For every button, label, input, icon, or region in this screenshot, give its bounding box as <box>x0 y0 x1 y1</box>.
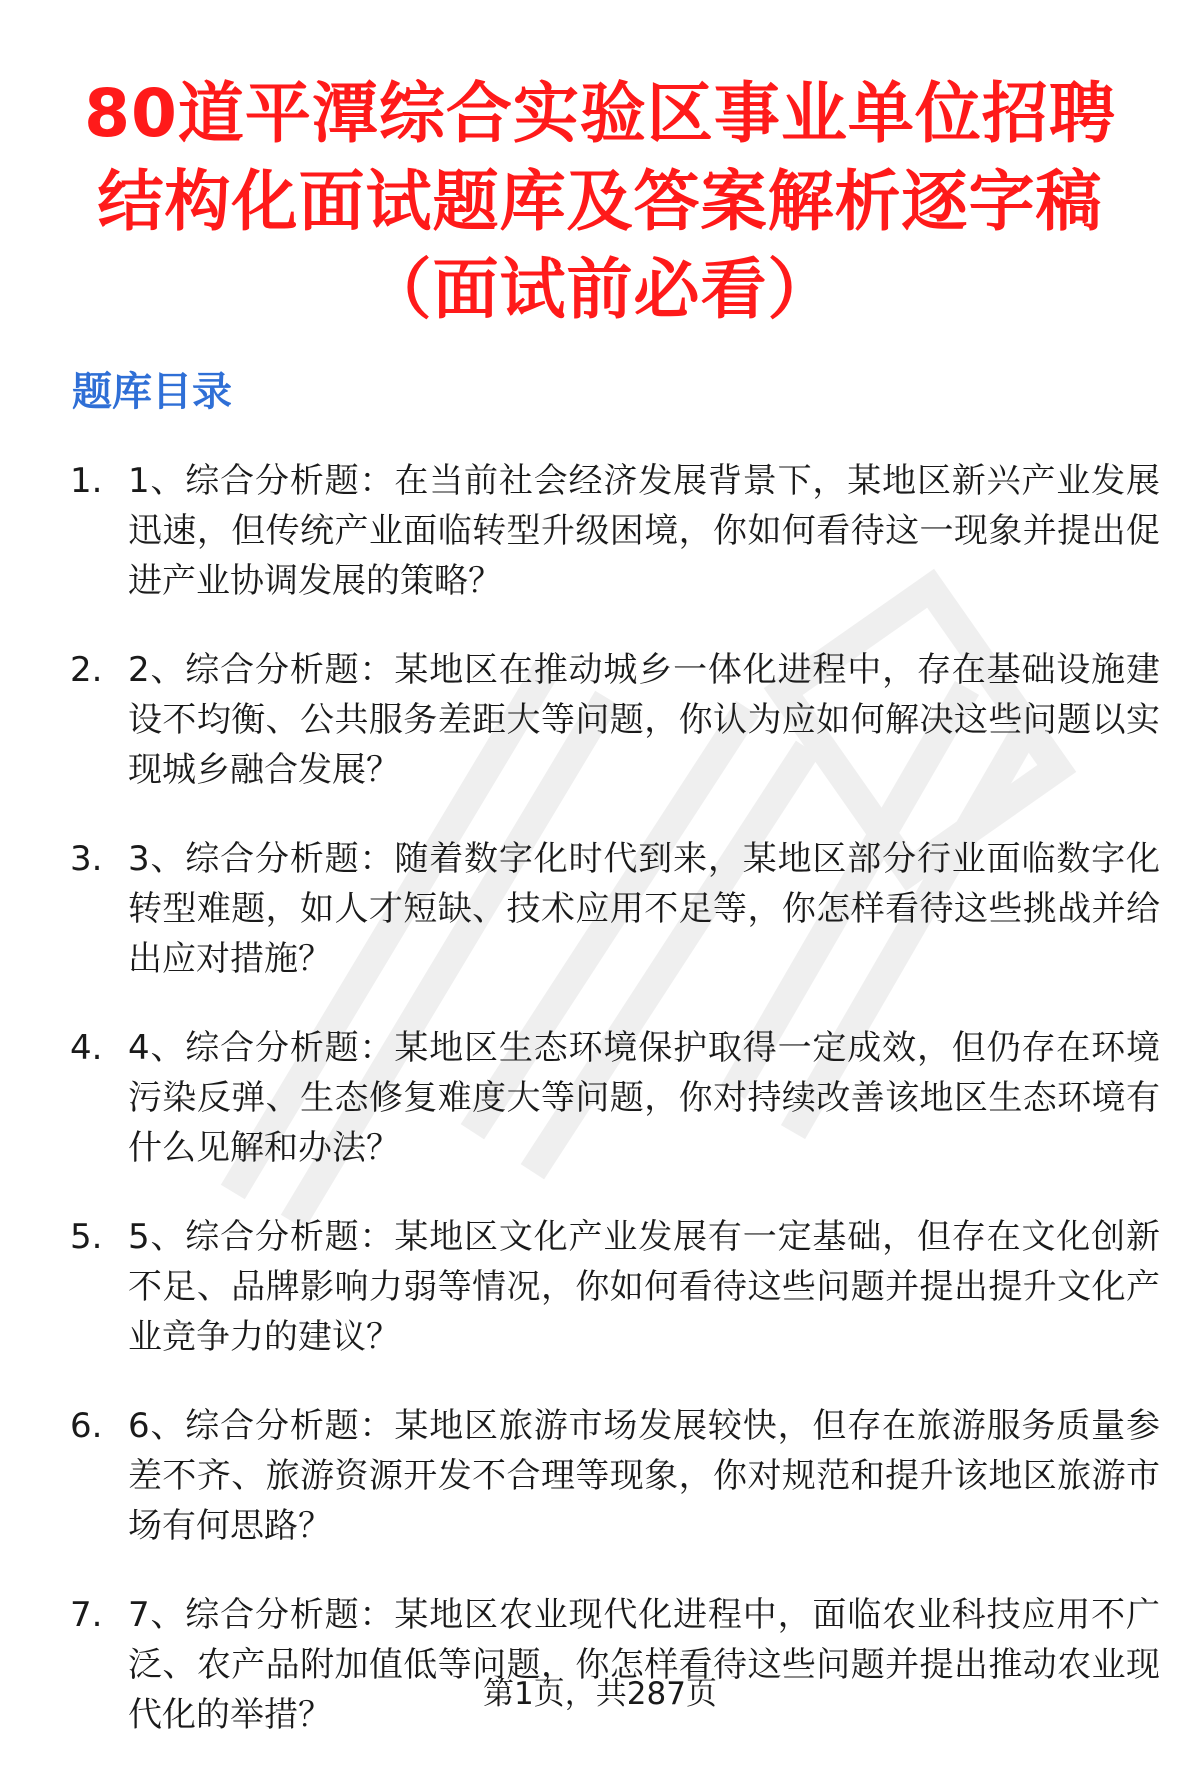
section-heading-catalog: 题库目录 <box>72 369 232 415</box>
question-item <box>70 1212 1160 1362</box>
page-footer: 第1页，共287页 <box>483 1676 717 1712</box>
question-text: 1、综合分析题：在当前社会经济发展背景下，某地区新兴产业发展迅速，但传统产业面临转型升级困境，你如何看待这一现象并提出促进产业协调发展的策略？ <box>128 461 1160 601</box>
question-number: 5. <box>70 1217 103 1257</box>
question-number: 3. <box>70 839 103 879</box>
question-item <box>70 1023 1160 1173</box>
title-line-2: 结构化面试题库及答案解析逐字稿 <box>97 163 1103 240</box>
question-number: 1. <box>70 461 103 501</box>
question-list <box>70 456 1160 1779</box>
title-line-1: 80道平潭综合实验区事业单位招聘 <box>84 75 1116 152</box>
question-number: 2. <box>70 650 103 690</box>
question-item <box>70 834 1160 984</box>
question-text: 6、综合分析题：某地区旅游市场发展较快，但存在旅游服务质量参差不齐、旅游资源开发不合理等现象，你对规范和提升该地区旅游市场有何思路？ <box>128 1406 1160 1546</box>
question-item <box>70 645 1160 795</box>
question-number: 7. <box>70 1595 103 1635</box>
question-text: 4、综合分析题：某地区生态环境保护取得一定成效，但仍存在环境污染反弹、生态修复难度大等问题，你对持续改善该地区生态环境有什么见解和办法？ <box>128 1028 1160 1168</box>
question-number: 4. <box>70 1028 103 1068</box>
title-line-3: （面试前必看） <box>365 251 835 328</box>
question-text: 2、综合分析题：某地区在推动城乡一体化进程中，存在基础设施建设不均衡、公共服务差距大等问题，你认为应如何解决这些问题以实现城乡融合发展？ <box>128 650 1160 790</box>
question-item <box>70 1401 1160 1551</box>
question-text: 7、综合分析题：某地区农业现代化进程中，面临农业科技应用不广泛、农产品附加值低等问题，你怎样看待这些问题并提出推动农业现代化的举措？ <box>128 1595 1160 1735</box>
question-item <box>70 1590 1160 1740</box>
question-number: 6. <box>70 1406 103 1446</box>
document-title <box>60 70 1140 334</box>
question-item <box>70 456 1160 606</box>
question-text: 3、综合分析题：随着数字化时代到来，某地区部分行业面临数字化转型难题，如人才短缺、技术应用不足等，你怎样看待这些挑战并给出应对措施？ <box>128 839 1160 979</box>
question-text: 5、综合分析题：某地区文化产业发展有一定基础，但存在文化创新不足、品牌影响力弱等情况，你如何看待这些问题并提出提升文化产业竞争力的建议？ <box>128 1217 1160 1357</box>
